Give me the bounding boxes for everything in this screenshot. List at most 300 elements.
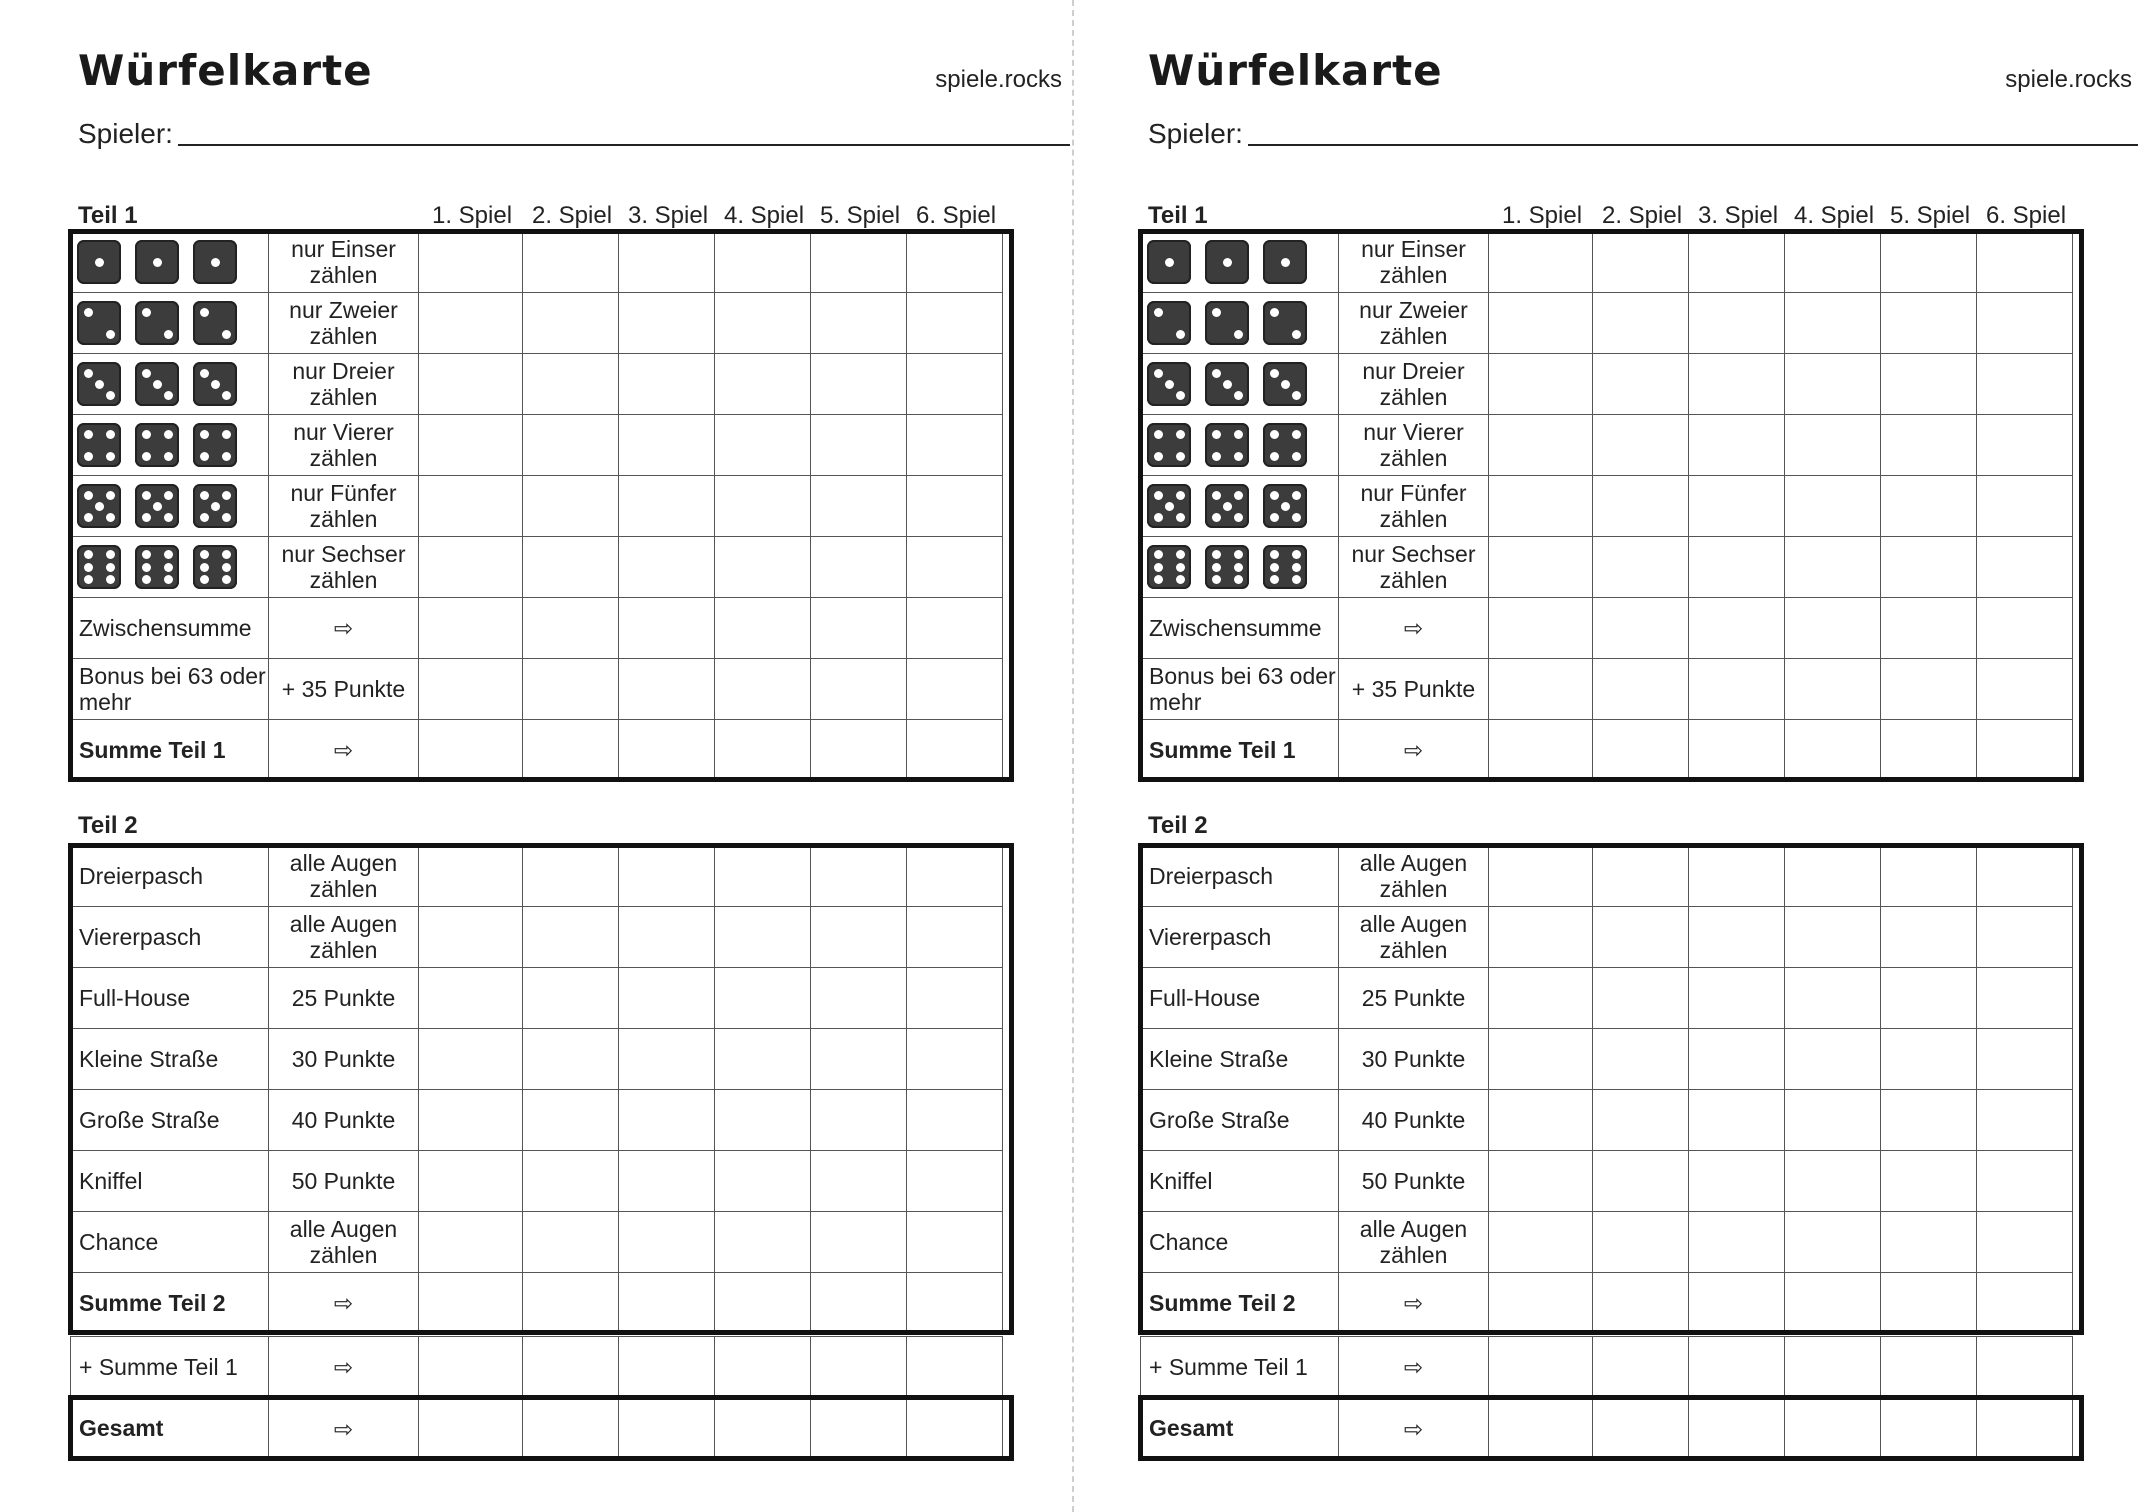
part1-score-cell[interactable]	[811, 415, 907, 476]
part2-score-cell[interactable]	[1489, 907, 1593, 968]
part1-sum-score-cell[interactable]	[1977, 720, 2073, 781]
total-score-cell[interactable]	[907, 1400, 1003, 1458]
part1-score-cell[interactable]	[619, 354, 715, 415]
part2-score-cell[interactable]	[523, 1029, 619, 1090]
part1-score-cell[interactable]	[523, 476, 619, 537]
part2-score-cell[interactable]	[811, 846, 907, 907]
part2-score-cell[interactable]	[1689, 1151, 1785, 1212]
carry-score-cell[interactable]	[1593, 1337, 1689, 1398]
pip	[106, 563, 115, 572]
part2-sum-score-cell[interactable]	[907, 1273, 1003, 1334]
part1-score-cell[interactable]	[523, 293, 619, 354]
table-row	[71, 1212, 1003, 1273]
part1-score-cell[interactable]	[1977, 354, 2073, 415]
part2-score-cell[interactable]	[1593, 846, 1689, 907]
total-score-cell[interactable]	[1593, 1400, 1689, 1458]
part2-score-cell[interactable]	[1489, 1212, 1593, 1273]
pip	[200, 308, 209, 317]
die-6-icon	[193, 545, 237, 589]
part1-sum-score-cell[interactable]	[1785, 598, 1881, 659]
part1-score-cell[interactable]	[1881, 293, 1977, 354]
table-row	[1141, 232, 2073, 293]
part2-score-cell[interactable]	[419, 907, 523, 968]
part1-sum-score-cell[interactable]	[811, 659, 907, 720]
part1-sum-score-cell[interactable]	[419, 598, 523, 659]
die-5-icon	[77, 484, 121, 528]
part2-score-cell[interactable]	[1689, 968, 1785, 1029]
part1-sum-score-cell[interactable]	[1593, 598, 1689, 659]
part1-score-cell[interactable]	[811, 476, 907, 537]
part2-sum-score-cell[interactable]	[419, 1273, 523, 1334]
part1-score-cell[interactable]	[1977, 537, 2073, 598]
pip	[1270, 575, 1279, 584]
part2-score-cell[interactable]	[1689, 1029, 1785, 1090]
category-label: Dreierpasch	[71, 846, 269, 907]
part1-score-cell[interactable]	[523, 354, 619, 415]
pip	[84, 491, 93, 500]
total-score-cell[interactable]	[1977, 1400, 2073, 1458]
part1-sum-score-cell[interactable]	[1489, 720, 1593, 781]
table-row	[71, 476, 1003, 537]
part2-sum-score-cell[interactable]	[1689, 1273, 1785, 1334]
site-name: spiele.rocks	[935, 66, 1062, 93]
part1-score-cell[interactable]	[1489, 476, 1593, 537]
part1-score-cell[interactable]	[619, 232, 715, 293]
carry-score-cell[interactable]	[1881, 1337, 1977, 1398]
part2-sum-score-cell[interactable]	[1489, 1273, 1593, 1334]
part2-score-cell[interactable]	[1977, 907, 2073, 968]
carry-score-cell[interactable]	[619, 1337, 715, 1398]
pip	[1154, 369, 1163, 378]
sum-label: Zwischensumme	[1141, 598, 1339, 659]
part1-score-cell[interactable]	[1977, 293, 2073, 354]
sum-value: ⇨	[1339, 720, 1489, 781]
part1-score-cell[interactable]	[1489, 415, 1593, 476]
part1-score-cell[interactable]	[1977, 232, 2073, 293]
part2-score-cell[interactable]	[1785, 907, 1881, 968]
part2-score-cell[interactable]	[419, 968, 523, 1029]
carry-score-cell[interactable]	[907, 1337, 1003, 1398]
total-score-cell[interactable]	[523, 1400, 619, 1458]
part2-sum-score-cell[interactable]	[811, 1273, 907, 1334]
part2-score-cell[interactable]	[1881, 1090, 1977, 1151]
part2-score-cell[interactable]	[811, 1090, 907, 1151]
pip	[200, 452, 209, 461]
pip	[222, 330, 231, 339]
part1-sum-score-cell[interactable]	[619, 659, 715, 720]
part2-score-cell[interactable]	[523, 846, 619, 907]
part1-sum-score-cell[interactable]	[1689, 720, 1785, 781]
part2-score-cell[interactable]	[619, 846, 715, 907]
part1-sum-score-cell[interactable]	[907, 659, 1003, 720]
table-row	[1141, 537, 2073, 598]
total-score-cell[interactable]	[1881, 1400, 1977, 1458]
part1-sum-score-cell[interactable]	[419, 720, 523, 781]
part2-score-cell[interactable]	[1785, 1090, 1881, 1151]
die-1-icon	[1205, 240, 1249, 284]
part2-score-cell[interactable]	[1689, 1212, 1785, 1273]
part1-score-cell[interactable]	[1593, 354, 1689, 415]
total-table	[70, 1399, 1003, 1458]
pip	[1234, 563, 1243, 572]
pip	[164, 430, 173, 439]
table-row	[71, 1029, 1003, 1090]
part1-score-cell[interactable]	[811, 232, 907, 293]
part2-score-cell[interactable]	[1689, 907, 1785, 968]
part1-score-cell[interactable]	[907, 415, 1003, 476]
part2-score-cell[interactable]	[1785, 1029, 1881, 1090]
part1-score-cell[interactable]	[1785, 293, 1881, 354]
part1-sum-score-cell[interactable]	[1881, 598, 1977, 659]
part1-sum-score-cell[interactable]	[523, 598, 619, 659]
part1-sum-score-cell[interactable]	[619, 720, 715, 781]
pip	[1154, 563, 1163, 572]
part1-score-cell[interactable]	[1785, 354, 1881, 415]
part1-score-cell[interactable]	[811, 537, 907, 598]
part1-score-cell[interactable]	[1689, 232, 1785, 293]
part2-score-cell[interactable]	[619, 968, 715, 1029]
part1-score-cell[interactable]	[1593, 415, 1689, 476]
category-label: Chance	[1141, 1212, 1339, 1273]
part1-score-cell[interactable]	[1689, 476, 1785, 537]
part1-score-cell[interactable]	[1881, 537, 1977, 598]
part2-score-cell[interactable]	[523, 907, 619, 968]
part2-score-cell[interactable]	[715, 1212, 811, 1273]
part2-score-cell[interactable]	[523, 1212, 619, 1273]
sum-value: ⇨	[1339, 598, 1489, 659]
part2-score-cell[interactable]	[523, 1151, 619, 1212]
part1-sum-score-cell[interactable]	[1881, 659, 1977, 720]
part2-score-cell[interactable]	[1977, 1212, 2073, 1273]
part2-score-cell[interactable]	[907, 846, 1003, 907]
part2-score-cell[interactable]	[1489, 968, 1593, 1029]
part2-score-cell[interactable]	[907, 1212, 1003, 1273]
part1-score-cell[interactable]	[419, 476, 523, 537]
total-score-cell[interactable]	[619, 1400, 715, 1458]
part2-score-cell[interactable]	[907, 1090, 1003, 1151]
part1-score-cell[interactable]	[715, 232, 811, 293]
part1-score-cell[interactable]	[907, 476, 1003, 537]
part1-score-cell[interactable]	[907, 354, 1003, 415]
part2-score-cell[interactable]	[811, 1212, 907, 1273]
part2-score-cell[interactable]	[1881, 907, 1977, 968]
part1-score-cell[interactable]	[811, 293, 907, 354]
pip	[1212, 452, 1221, 461]
part1-score-cell[interactable]	[1593, 232, 1689, 293]
pip	[84, 513, 93, 522]
part1-score-cell[interactable]	[1489, 537, 1593, 598]
part2-score-cell[interactable]	[907, 1029, 1003, 1090]
table-row	[71, 846, 1003, 907]
part1-score-cell[interactable]	[1785, 537, 1881, 598]
part1-sum-score-cell[interactable]	[811, 720, 907, 781]
part1-sum-score-cell[interactable]	[907, 598, 1003, 659]
part1-score-cell[interactable]	[907, 537, 1003, 598]
part2-score-cell[interactable]	[419, 1029, 523, 1090]
part1-score-cell[interactable]	[715, 293, 811, 354]
part1-score-cell[interactable]	[1785, 415, 1881, 476]
table-row	[1141, 1337, 2073, 1398]
part1-score-cell[interactable]	[419, 232, 523, 293]
part1-score-cell[interactable]	[1593, 293, 1689, 354]
category-value: 25 Punkte	[269, 968, 419, 1029]
part1-score-cell[interactable]	[715, 476, 811, 537]
part1-score-cell[interactable]	[419, 354, 523, 415]
part1-score-cell[interactable]	[523, 415, 619, 476]
total-table	[1140, 1399, 2073, 1458]
part2-score-cell[interactable]	[811, 968, 907, 1029]
part2-sum-score-cell[interactable]	[1593, 1273, 1689, 1334]
part2-score-cell[interactable]	[715, 968, 811, 1029]
pip	[1223, 502, 1232, 511]
part2-score-cell[interactable]	[1881, 1029, 1977, 1090]
part2-score-cell[interactable]	[1593, 1029, 1689, 1090]
total-score-cell[interactable]	[419, 1400, 523, 1458]
die-4-icon	[135, 423, 179, 467]
part1-sum-score-cell[interactable]	[907, 720, 1003, 781]
part2-sum-score-cell[interactable]	[1785, 1273, 1881, 1334]
pip	[153, 502, 162, 511]
total-score-cell[interactable]	[715, 1400, 811, 1458]
part1-score-cell[interactable]	[1785, 232, 1881, 293]
pip	[106, 575, 115, 584]
part2-score-cell[interactable]	[811, 1151, 907, 1212]
part2-sum-score-cell[interactable]	[523, 1273, 619, 1334]
carry-score-cell[interactable]	[523, 1337, 619, 1398]
part1-score-cell[interactable]	[619, 293, 715, 354]
part2-score-cell[interactable]	[1881, 968, 1977, 1029]
carry-score-cell[interactable]	[715, 1337, 811, 1398]
part1-score-cell[interactable]	[1881, 476, 1977, 537]
carry-score-cell[interactable]	[1785, 1337, 1881, 1398]
pip	[1154, 452, 1163, 461]
part1-sum-score-cell[interactable]	[1689, 659, 1785, 720]
carry-label: + Summe Teil 1	[1141, 1337, 1339, 1398]
part2-score-cell[interactable]	[811, 1029, 907, 1090]
total-score-cell[interactable]	[1785, 1400, 1881, 1458]
part2-score-cell[interactable]	[1593, 1212, 1689, 1273]
part2-score-cell[interactable]	[419, 1212, 523, 1273]
pip	[1270, 369, 1279, 378]
part1-score-cell[interactable]	[1489, 354, 1593, 415]
part1-score-cell[interactable]	[1881, 415, 1977, 476]
part1-score-cell[interactable]	[419, 537, 523, 598]
table-row	[1141, 1400, 2073, 1458]
sum-label: Bonus bei 63 oder mehr	[71, 659, 269, 720]
part2-score-cell[interactable]	[619, 907, 715, 968]
part1-score-cell[interactable]	[1689, 537, 1785, 598]
part1-sum-score-cell[interactable]	[1881, 720, 1977, 781]
table-row	[71, 598, 1003, 659]
rule-description: nur Zweier zählen	[269, 293, 419, 354]
pip	[200, 550, 209, 559]
part1-score-cell[interactable]	[1881, 354, 1977, 415]
part2-score-cell[interactable]	[715, 907, 811, 968]
part1-sum-score-cell[interactable]	[1593, 720, 1689, 781]
part2-score-cell[interactable]	[1593, 907, 1689, 968]
part1-sum-score-cell[interactable]	[1489, 659, 1593, 720]
part1-score-cell[interactable]	[715, 415, 811, 476]
part2-score-cell[interactable]	[907, 907, 1003, 968]
die-4-icon	[1263, 423, 1307, 467]
part1-score-cell[interactable]	[1977, 415, 2073, 476]
rule-description: nur Sechser zählen	[269, 537, 419, 598]
pip	[164, 452, 173, 461]
die-2-icon	[1147, 301, 1191, 345]
part2-score-cell[interactable]	[1489, 1090, 1593, 1151]
part2-score-cell[interactable]	[619, 1029, 715, 1090]
part1-sum-score-cell[interactable]	[619, 598, 715, 659]
part1-sum-score-cell[interactable]	[811, 598, 907, 659]
part2-score-cell[interactable]	[1689, 846, 1785, 907]
part2-score-cell[interactable]	[715, 846, 811, 907]
part1-sum-score-cell[interactable]	[1785, 659, 1881, 720]
part1-sum-score-cell[interactable]	[715, 659, 811, 720]
part1-sum-score-cell[interactable]	[419, 659, 523, 720]
dice-cell	[71, 537, 269, 598]
die-5-icon	[193, 484, 237, 528]
part1-score-cell[interactable]	[1977, 476, 2073, 537]
part2-score-cell[interactable]	[1489, 1151, 1593, 1212]
part2-score-cell[interactable]	[1593, 1090, 1689, 1151]
card-title: Würfelkarte	[78, 46, 373, 95]
part2-score-cell[interactable]	[907, 968, 1003, 1029]
part2-score-cell[interactable]	[1689, 1090, 1785, 1151]
part1-score-cell[interactable]	[1593, 537, 1689, 598]
part1-score-cell[interactable]	[1689, 293, 1785, 354]
part1-score-cell[interactable]	[1689, 354, 1785, 415]
part2-score-cell[interactable]	[523, 968, 619, 1029]
part1-sum-score-cell[interactable]	[1593, 659, 1689, 720]
part2-sum-score-cell[interactable]	[619, 1273, 715, 1334]
part1-score-cell[interactable]	[523, 537, 619, 598]
carry-label: + Summe Teil 1	[71, 1337, 269, 1398]
pip	[106, 391, 115, 400]
part2-score-cell[interactable]	[1785, 846, 1881, 907]
part2-score-cell[interactable]	[1785, 1212, 1881, 1273]
total-score-cell[interactable]	[1689, 1400, 1785, 1458]
part2-sum-score-cell[interactable]	[1881, 1273, 1977, 1334]
part2-score-cell[interactable]	[1977, 1029, 2073, 1090]
pip	[84, 550, 93, 559]
part1-score-cell[interactable]	[419, 415, 523, 476]
part2-score-cell[interactable]	[1489, 1029, 1593, 1090]
part2-score-cell[interactable]	[1977, 846, 2073, 907]
part2-score-cell[interactable]	[1977, 1151, 2073, 1212]
part1-score-cell[interactable]	[619, 415, 715, 476]
pip	[1212, 308, 1221, 317]
part1-sum-score-cell[interactable]	[523, 720, 619, 781]
die-6-icon	[135, 545, 179, 589]
part2-score-cell[interactable]	[715, 1090, 811, 1151]
part1-score-cell[interactable]	[523, 232, 619, 293]
part1-score-cell[interactable]	[1489, 232, 1593, 293]
part2-score-cell[interactable]	[419, 846, 523, 907]
pip	[84, 369, 93, 378]
player-name-line[interactable]	[178, 144, 1070, 146]
part1-sum-score-cell[interactable]	[1785, 720, 1881, 781]
pip	[1154, 575, 1163, 584]
part2-score-cell[interactable]	[1593, 968, 1689, 1029]
part1-score-cell[interactable]	[619, 476, 715, 537]
part2-score-cell[interactable]	[1881, 846, 1977, 907]
part1-sum-score-cell[interactable]	[1489, 598, 1593, 659]
pip	[164, 563, 173, 572]
pip	[1176, 491, 1185, 500]
part1-score-cell[interactable]	[907, 232, 1003, 293]
part1-sum-score-cell[interactable]	[523, 659, 619, 720]
part2-score-cell[interactable]	[715, 1029, 811, 1090]
part2-score-cell[interactable]	[811, 907, 907, 968]
part1-sum-score-cell[interactable]	[1977, 598, 2073, 659]
category-label: Full-House	[1141, 968, 1339, 1029]
sum-label: Summe Teil 2	[1141, 1273, 1339, 1334]
part1-score-cell[interactable]	[907, 293, 1003, 354]
part2-score-cell[interactable]	[1881, 1212, 1977, 1273]
part2-score-cell[interactable]	[619, 1090, 715, 1151]
part1-sum-score-cell[interactable]	[1689, 598, 1785, 659]
part1-score-cell[interactable]	[419, 293, 523, 354]
part2-score-cell[interactable]	[1785, 968, 1881, 1029]
part1-score-cell[interactable]	[1593, 476, 1689, 537]
part1-score-cell[interactable]	[715, 537, 811, 598]
player-name-line[interactable]	[1248, 144, 2138, 146]
carry-score-cell[interactable]	[1689, 1337, 1785, 1398]
carry-score-cell[interactable]	[1489, 1337, 1593, 1398]
carry-score-cell[interactable]	[811, 1337, 907, 1398]
part2-score-cell[interactable]	[1977, 1090, 2073, 1151]
part2-score-cell[interactable]	[1593, 1151, 1689, 1212]
carry-score-cell[interactable]	[1977, 1337, 2073, 1398]
total-score-cell[interactable]	[1489, 1400, 1593, 1458]
part2-score-cell[interactable]	[523, 1090, 619, 1151]
part2-score-cell[interactable]	[419, 1090, 523, 1151]
part2-score-cell[interactable]	[619, 1151, 715, 1212]
carry-score-cell[interactable]	[419, 1337, 523, 1398]
part1-sum-score-cell[interactable]	[715, 720, 811, 781]
part2-score-cell[interactable]	[1881, 1151, 1977, 1212]
die-3-icon	[193, 362, 237, 406]
category-value: 40 Punkte	[1339, 1090, 1489, 1151]
part2-score-cell[interactable]	[907, 1151, 1003, 1212]
pip	[142, 308, 151, 317]
part1-score-cell[interactable]	[715, 354, 811, 415]
part2-sum-score-cell[interactable]	[715, 1273, 811, 1334]
pip	[200, 430, 209, 439]
part2-score-cell[interactable]	[715, 1151, 811, 1212]
part2-score-cell[interactable]	[619, 1212, 715, 1273]
part2-sum-score-cell[interactable]	[1977, 1273, 2073, 1334]
part1-score-cell[interactable]	[1785, 476, 1881, 537]
part2-score-cell[interactable]	[1489, 846, 1593, 907]
part1-score-cell[interactable]	[1689, 415, 1785, 476]
part1-score-cell[interactable]	[811, 354, 907, 415]
part2-score-cell[interactable]	[419, 1151, 523, 1212]
part2-score-cell[interactable]	[1977, 968, 2073, 1029]
part1-score-cell[interactable]	[1881, 232, 1977, 293]
part2-score-cell[interactable]	[1785, 1151, 1881, 1212]
table-row	[1141, 968, 2073, 1029]
part1-sum-score-cell[interactable]	[1977, 659, 2073, 720]
part1-score-cell[interactable]	[619, 537, 715, 598]
table-row	[1141, 1029, 2073, 1090]
total-score-cell[interactable]	[811, 1400, 907, 1458]
pip	[142, 575, 151, 584]
pip	[1270, 491, 1279, 500]
part1-score-cell[interactable]	[1489, 293, 1593, 354]
part1-sum-score-cell[interactable]	[715, 598, 811, 659]
pip	[164, 513, 173, 522]
